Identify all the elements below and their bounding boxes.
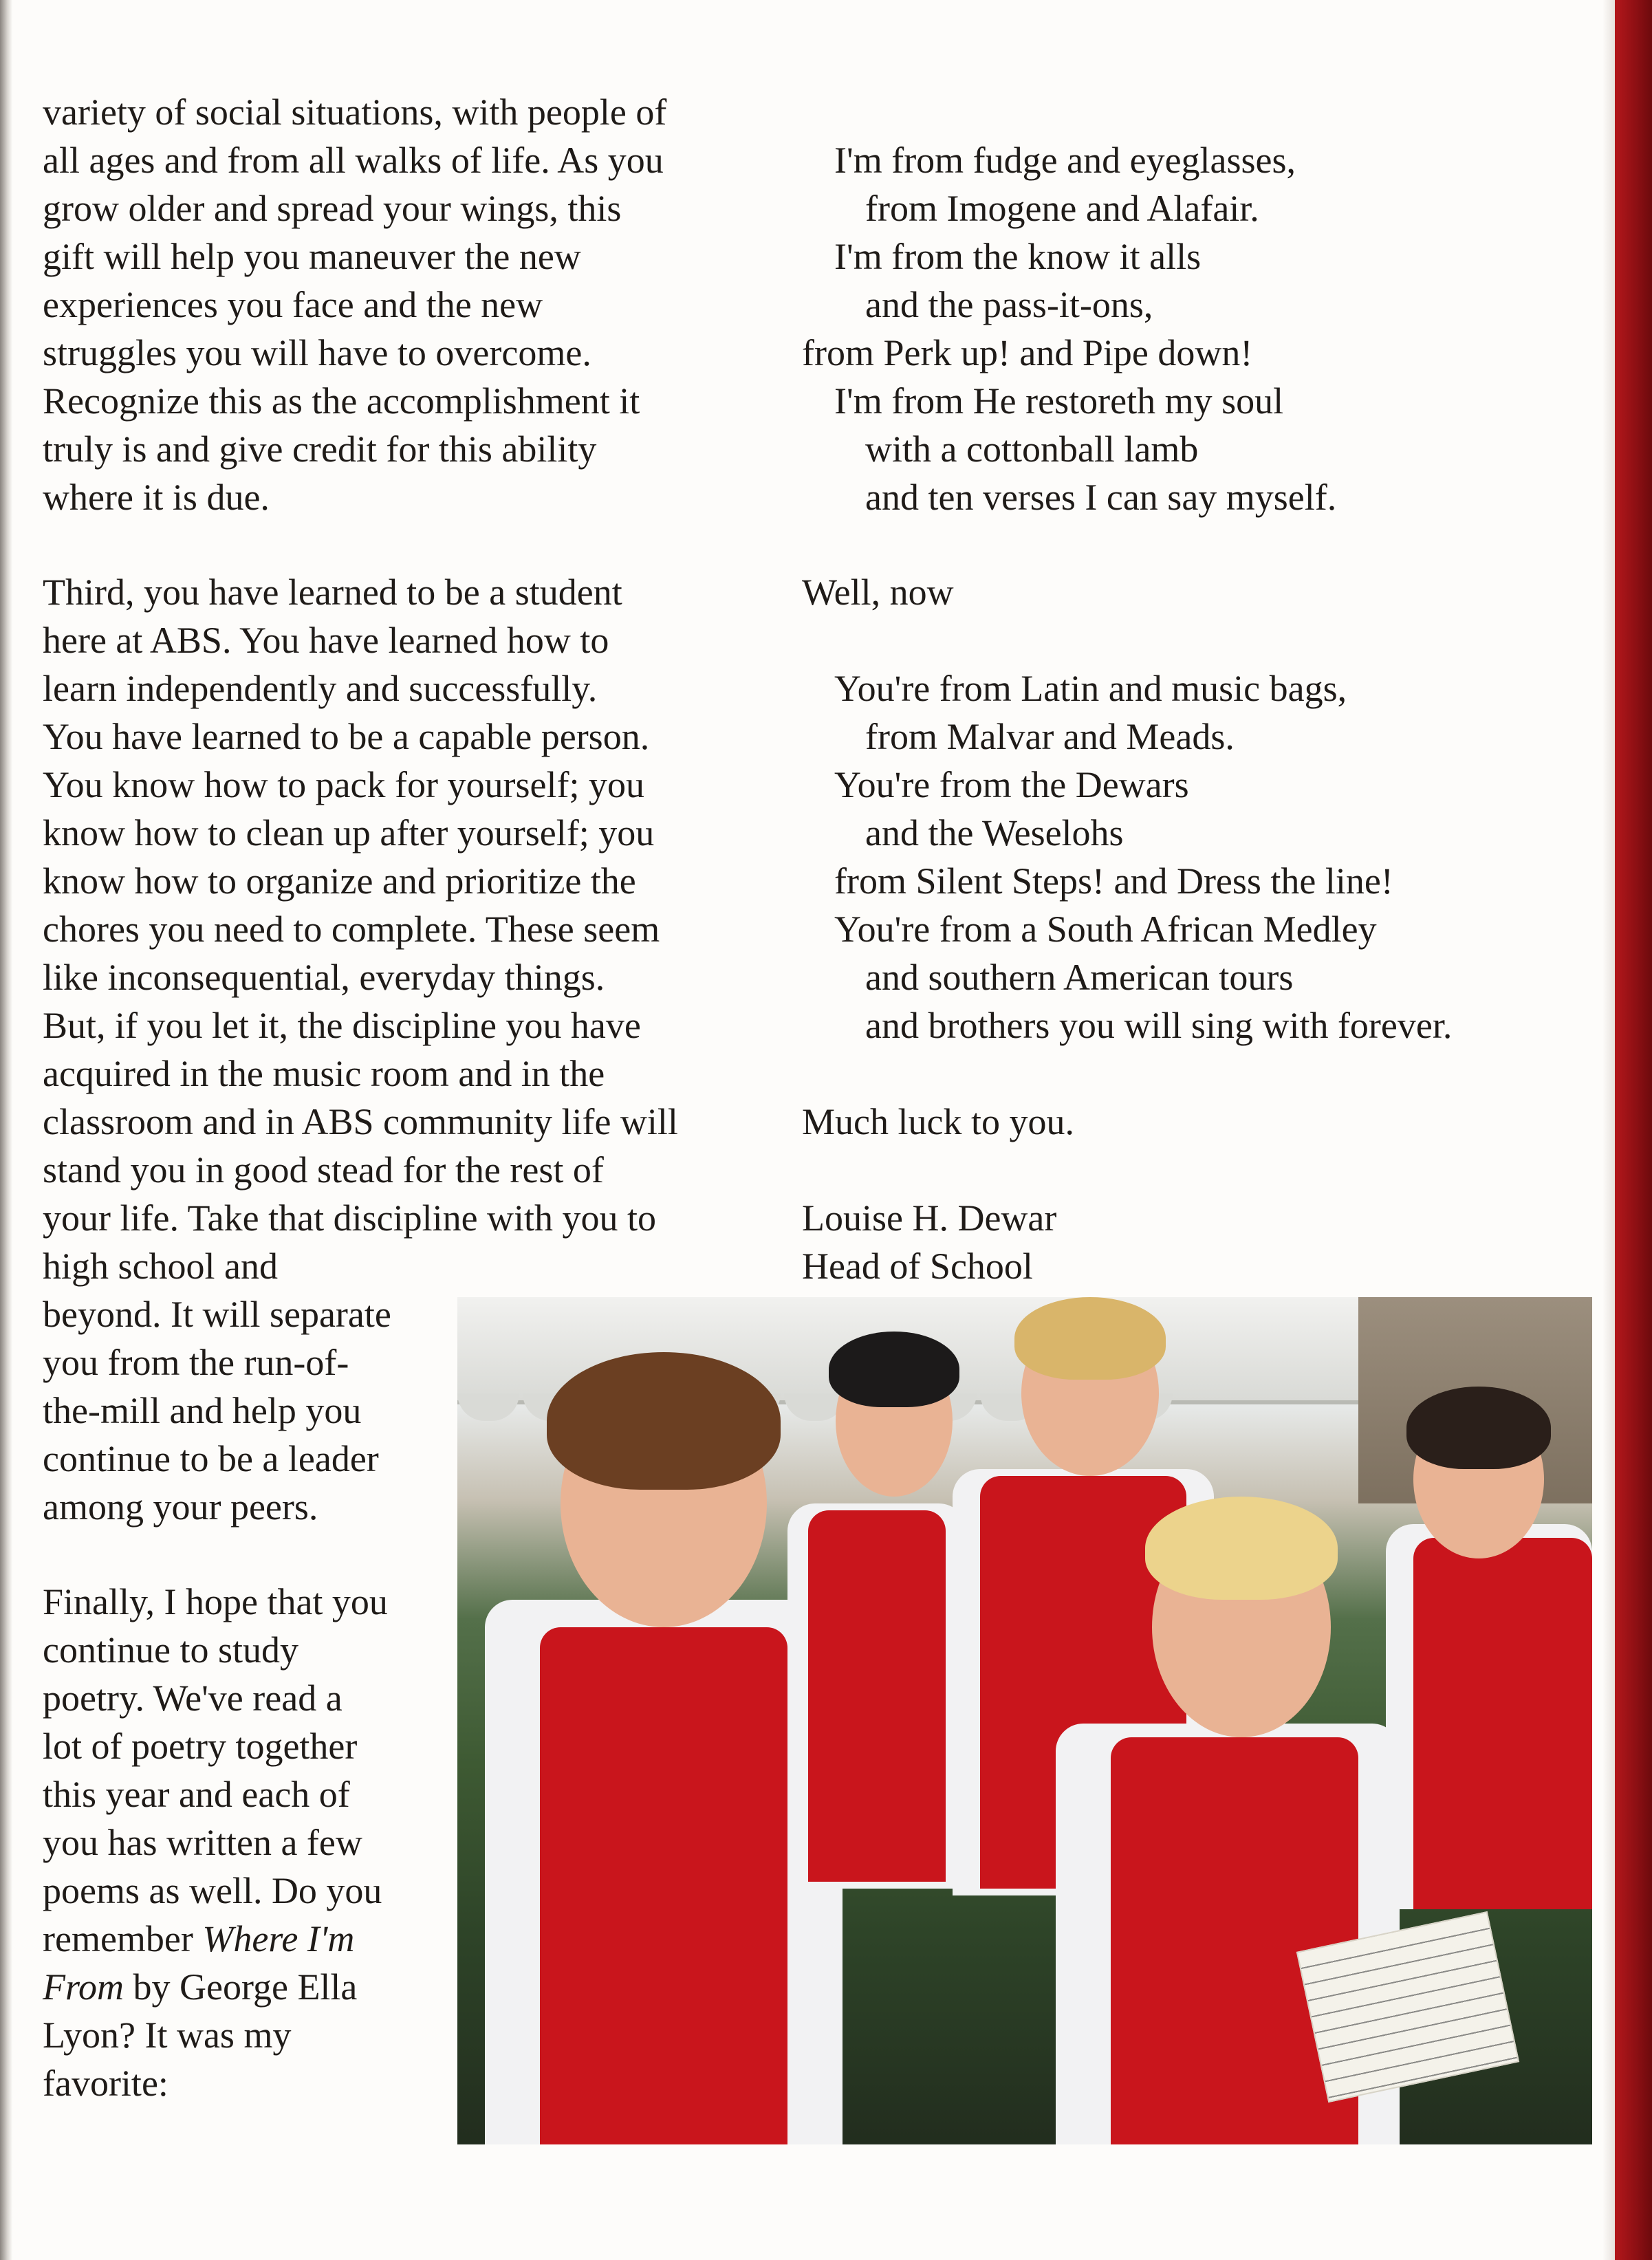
poem-line: from Malvar and Meads. <box>865 716 1235 757</box>
photo-boy-hair <box>1406 1387 1551 1469</box>
body-text-line: know how to clean up after yourself; you <box>43 812 655 854</box>
body-text-fragment: by George Ella <box>124 1966 358 2008</box>
body-text-line <box>43 1963 357 2011</box>
poem-line: and ten verses I can say myself. <box>865 477 1337 518</box>
poem-title-italic: Where I'm <box>202 1918 355 1959</box>
body-text-line: Lyon? It was my <box>43 2014 292 2056</box>
body-text-line: gift will help you maneuver the new <box>43 236 581 277</box>
body-text-line: But, if you let it, the discipline you have <box>43 1005 641 1046</box>
body-text-line: acquired in the music room and in the <box>43 1053 605 1094</box>
page-spine-shadow <box>0 0 12 2260</box>
body-text-line: here at ABS. You have learned how to <box>43 620 609 661</box>
poem-transition: Well, now <box>802 572 954 613</box>
poem-line: You're from the Dewars <box>834 764 1189 805</box>
body-text-line: your life. Take that discipline with you to <box>43 1197 657 1239</box>
body-text-line: where it is due. <box>43 477 270 518</box>
body-text-line: You have learned to be a capable person. <box>43 716 650 757</box>
poem-title-italic: From <box>43 1966 124 2008</box>
body-text-line <box>43 1915 354 1963</box>
poem-line: I'm from He restoreth my soul <box>834 380 1284 422</box>
body-text-line: classroom and in ABS community life will <box>43 1101 678 1142</box>
poem-line: with a cottonball lamb <box>865 428 1199 470</box>
photo-boy-hair <box>829 1332 959 1407</box>
body-text-line: like inconsequential, everyday things. <box>43 957 605 998</box>
body-text-line: continue to be a leader <box>43 1438 379 1479</box>
photo-boy-vest <box>808 1510 946 1882</box>
body-text-fragment: remember <box>43 1918 203 1959</box>
photo-boy-vest <box>1111 1737 1358 2144</box>
body-text-line: learn independently and successfully. <box>43 668 598 709</box>
body-text-line: all ages and from all walks of life. As you <box>43 140 664 181</box>
body-text-line: truly is and give credit for this ability <box>43 428 597 470</box>
body-text-line: high school and <box>43 1246 278 1287</box>
body-text-line: poetry. We've read a <box>43 1677 343 1719</box>
body-text-line: chores you need to complete. These seem <box>43 909 660 950</box>
poem-line: from Perk up! and Pipe down! <box>802 332 1253 373</box>
body-text-line: grow older and spread your wings, this <box>43 188 622 229</box>
choir-boys-photo <box>457 1297 1592 2144</box>
poem-line: I'm from fudge and eyeglasses, <box>834 140 1296 181</box>
body-text-line: beyond. It will separate <box>43 1294 391 1335</box>
signature-name: Louise H. Dewar <box>802 1197 1057 1239</box>
photo-boy-hair <box>547 1352 781 1490</box>
poem-line: and the pass-it-ons, <box>865 284 1153 325</box>
body-text-line: You know how to pack for yourself; you <box>43 764 644 805</box>
poem-line: from Imogene and Alafair. <box>865 188 1259 229</box>
body-text-line: you has written a few <box>43 1822 362 1863</box>
poem-line: and brothers you will sing with forever. <box>865 1005 1453 1046</box>
signature-title: Head of School <box>802 1246 1033 1287</box>
photo-boy-hair <box>1014 1297 1166 1380</box>
body-text-line: struggles you will have to overcome. <box>43 332 591 373</box>
body-text-line: poems as well. Do you <box>43 1870 382 1911</box>
poem-line: You're from a South African Medley <box>834 909 1377 950</box>
photo-boy-vest <box>540 1627 787 2144</box>
poem-line: and southern American tours <box>865 957 1294 998</box>
body-text-line: Recognize this as the accomplishment it <box>43 380 640 422</box>
body-text-line: Finally, I hope that you <box>43 1581 388 1622</box>
body-text-line: Third, you have learned to be a student <box>43 572 622 613</box>
body-text-line: experiences you face and the new <box>43 284 543 325</box>
red-page-edge <box>1615 0 1652 2260</box>
body-text-line: favorite: <box>43 2063 169 2104</box>
poem-line: from Silent Steps! and Dress the line! <box>834 860 1393 902</box>
body-text-line: stand you in good stead for the rest of <box>43 1149 604 1191</box>
body-text-line: lot of poetry together <box>43 1726 358 1767</box>
body-text-line: this year and each of <box>43 1774 350 1815</box>
body-text-line: continue to study <box>43 1629 298 1671</box>
body-text-line: the-mill and help you <box>43 1390 362 1431</box>
photo-boy-hair <box>1145 1497 1338 1600</box>
poem-line: and the Weselohs <box>865 812 1124 854</box>
poem-line: You're from Latin and music bags, <box>834 668 1347 709</box>
body-text-line: among your peers. <box>43 1486 318 1528</box>
body-text-line: variety of social situations, with people of <box>43 91 667 133</box>
closing-wish: Much luck to you. <box>802 1101 1074 1142</box>
photo-boy-vest <box>1413 1538 1592 1909</box>
page-edge-shadow <box>1602 0 1615 2260</box>
photo-tent-scallop <box>457 1393 519 1421</box>
body-text-line: know how to organize and prioritize the <box>43 860 636 902</box>
poem-line: I'm from the know it alls <box>834 236 1202 277</box>
body-text-line: you from the run-of- <box>43 1342 349 1383</box>
